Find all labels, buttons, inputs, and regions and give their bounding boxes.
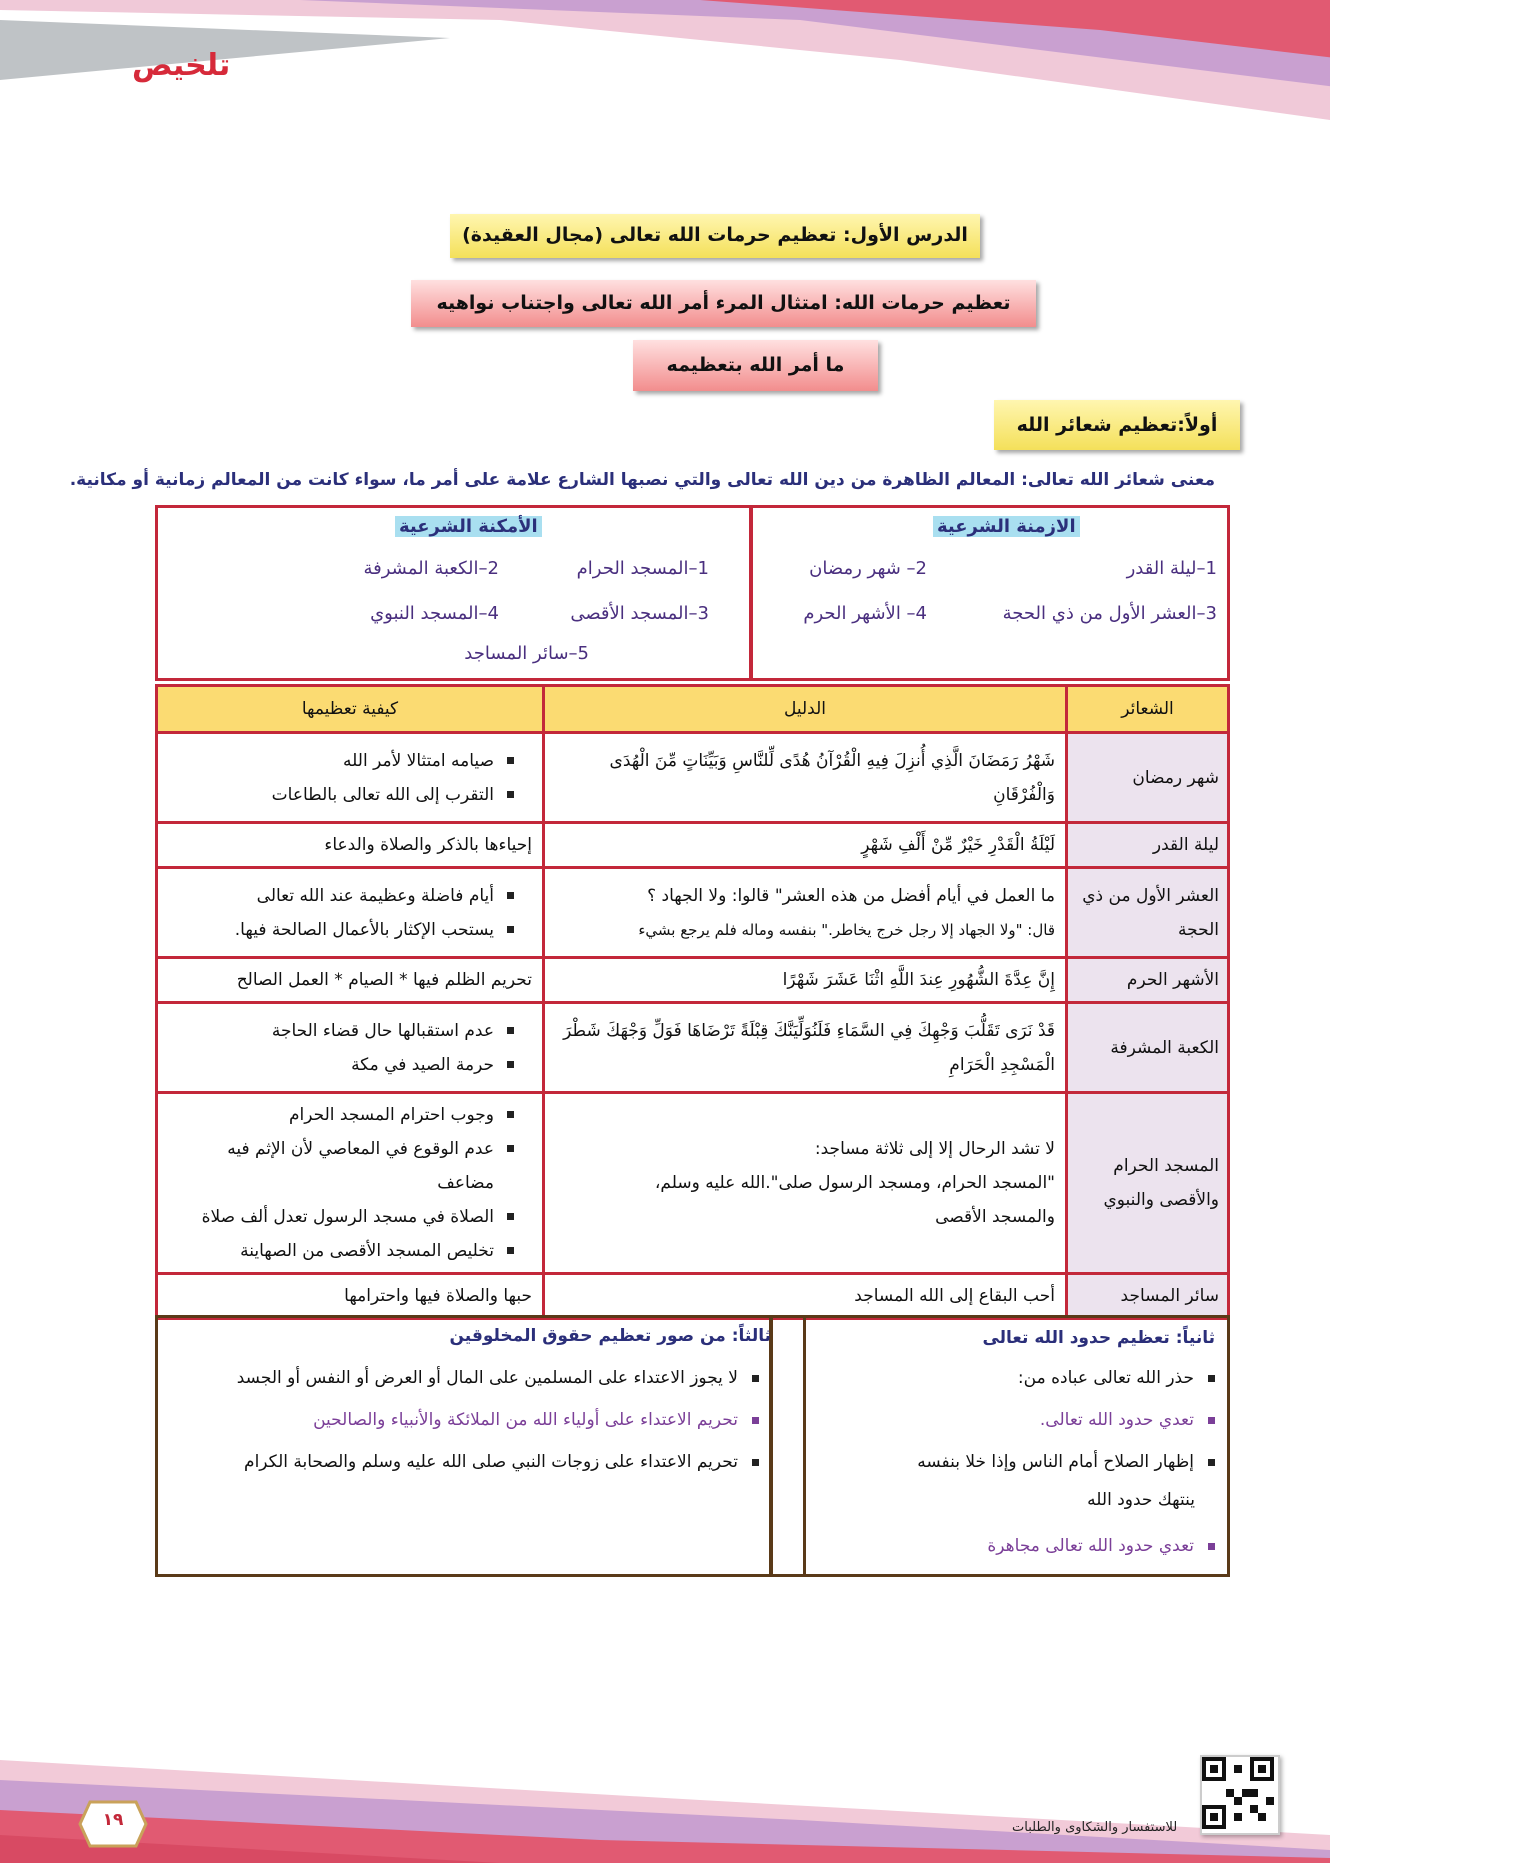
evidence-cell: لَيْلَةُ الْقَدْرِ خَيْرٌ مِّنْ أَلْفِ شَهْرٍ (544, 823, 1067, 868)
meaning-text: معنى شعائر الله تعالى: المعالم الظاهرة من دين الله تعالى والتي نصبها الشارع علامة على أمر ما، سواء كانت من المعالم زمانية أو مكانية. (69, 470, 1215, 490)
list-item: حذر الله تعالى عباده من: (1018, 1368, 1215, 1388)
column-header: الشعائر (1067, 686, 1229, 733)
list-item: عدم استقبالها حال قضاء الحاجة (168, 1014, 518, 1048)
table-row (157, 1003, 1229, 1093)
list-item: إظهار الصلاح أمام الناس وإذا خلا بنفسه (917, 1452, 1215, 1472)
list-item: تحريم الاعتداء على زوجات النبي صلى الله عليه وسلم والصحابة الكرام (244, 1452, 759, 1472)
evidence-line: قال: "ولا الجهاد إلا رجل خرج يخاطر." بنفسه وماله فلم يرجع بشيء (638, 920, 1055, 939)
column-header: كيفية تعظيمها (157, 686, 544, 733)
how-cell (157, 1003, 544, 1093)
third-section-box (155, 1315, 772, 1577)
evidence-line: والمسجد الأقصى (935, 1207, 1055, 1227)
list-item: عدم الوقوع في المعاصي لأن الإثم فيه مضاعف (168, 1132, 518, 1200)
table-row (157, 958, 1229, 1003)
how-cell: حبها والصلاة فيها واحترامها (157, 1274, 544, 1319)
list-item: تحريم الاعتداء على أولياء الله من الملائكة والأنبياء والصالحين (313, 1410, 759, 1430)
rite-cell: سائر المساجد (1067, 1274, 1229, 1319)
table-row (157, 1093, 1229, 1274)
list-item: 3–العشر الأول من ذي الحجة (1002, 603, 1217, 624)
list-item: تعدي حدود الله تعالى. (1040, 1410, 1215, 1430)
table-row (157, 733, 1229, 823)
qr-code-icon[interactable] (1200, 1755, 1280, 1835)
list-item: صيامه امتثالا لأمر الله (168, 744, 518, 778)
how-cell: تحريم الظلم فيها * الصيام * العمل الصالح (157, 958, 544, 1003)
how-cell (157, 733, 544, 823)
list-item: التقرب إلى الله تعالى بالطاعات (168, 778, 518, 812)
list-item: 2–الكعبة المشرفة (363, 558, 499, 579)
list-item: لا يجوز الاعتداء على المسلمين على المال أو العرض أو النفس أو الجسد (237, 1368, 759, 1388)
list-item: أيام فاضلة وعظيمة عند الله تعالى (168, 879, 518, 913)
list-item: 5–سائر المساجد (464, 643, 589, 664)
evidence-cell: قَدْ نَرَى تَقَلُّبَ وَجْهِكَ فِي السَّمَاءِ فَلَنُوَلِّيَنَّكَ قِبْلَةً تَرْضَاهَا فَوَلِّ وَجْهَكَ شَطْرَ الْمَسْجِدِ الْحَرَامِ (544, 1003, 1067, 1093)
evidence-cell: إِنَّ عِدَّةَ الشُّهُورِ عِندَ اللَّهِ اثْنَا عَشَرَ شَهْرًا (544, 958, 1067, 1003)
list-item: يستحب الإكثار بالأعمال الصالحة فيها. (168, 913, 518, 947)
list-item: وجوب احترام المسجد الحرام (168, 1098, 518, 1132)
list-item: 2– شهر رمضان (809, 558, 927, 579)
how-cell (157, 868, 544, 958)
rite-cell: الكعبة المشرفة (1067, 1003, 1229, 1093)
table-row (157, 823, 1229, 868)
rite-cell: ليلة القدر (1067, 823, 1229, 868)
list-item: 4– الأشهر الحرم (803, 603, 927, 624)
page-header-title: تلخيص (132, 48, 231, 83)
list-item: حرمة الصيد في مكة (168, 1048, 518, 1082)
definition-banner: تعظيم حرمات الله: امتثال المرء أمر الله تعالى واجتناب نواهيه (411, 280, 1036, 327)
rite-cell: المسجد الحرام والأقصى والنبوي (1067, 1093, 1229, 1274)
divider-column (770, 1315, 806, 1577)
list-item: 4–المسجد النبوي (370, 603, 499, 624)
list-item: 3–المسجد الأقصى (570, 603, 709, 624)
evidence-cell (544, 868, 1067, 958)
how-cell: إحياءها بالذكر والصلاة والدعاء (157, 823, 544, 868)
footer-decoration (0, 1740, 1521, 1863)
evidence-cell: شَهْرُ رَمَضَانَ الَّذِي أُنزِلَ فِيهِ الْقُرْآنُ هُدًى لِّلنَّاسِ وَبَيِّنَاتٍ مِّنَ الْهُدَى وَالْفُرْقَانِ (544, 733, 1067, 823)
commanded-banner: ما أمر الله بتعظيمه (633, 340, 878, 391)
how-cell (157, 1093, 544, 1274)
table-row (157, 1274, 1229, 1319)
evidence-cell: أحب البقاع إلى الله المساجد (544, 1274, 1067, 1319)
evidence-line: ما العمل في أيام أفضل من هذه العشر" قالوا: ولا الجهاد ؟ (647, 885, 1055, 906)
list-item-continuation: ينتهك حدود الله (1087, 1490, 1195, 1510)
second-section-heading: ثانياً: تعظيم حدود الله تعالى (982, 1328, 1215, 1348)
page-number: ١٩ (102, 1810, 124, 1830)
evidence-line: لا تشد الرحال إلا إلى ثلاثة مساجد: (814, 1139, 1055, 1159)
rite-cell: الأشهر الحرم (1067, 958, 1229, 1003)
first-section-banner: أولاً:تعظيم شعائر الله (994, 400, 1240, 450)
list-item: تعدي حدود الله تعالى مجاهرة (987, 1536, 1215, 1556)
evidence-line: "المسجد الحرام، ومسجد الرسول صلى".الله عليه وسلم، (654, 1173, 1055, 1193)
lesson-title-banner: الدرس الأول: تعظيم حرمات الله تعالى (مجال العقيدة) (450, 214, 980, 258)
legal-times-heading: الازمنة الشرعية (933, 516, 1080, 537)
legal-places-heading: الأمكنة الشرعية (395, 516, 542, 537)
list-item: الصلاة في مسجد الرسول تعدل ألف صلاة (168, 1200, 518, 1234)
list-item: 1–المسجد الحرام (576, 558, 709, 579)
list-item: 1–ليلة القدر (1126, 558, 1217, 579)
legal-places-box (155, 505, 752, 681)
footer-contact-text: للاستفسار والشكاوى والطلبات (1012, 1820, 1178, 1835)
rite-cell: شهر رمضان (1067, 733, 1229, 823)
rite-cell: العشر الأول من ذي الحجة (1067, 868, 1229, 958)
table-header-row (157, 686, 1229, 733)
legal-times-box (750, 505, 1230, 681)
rites-table (155, 684, 1230, 1320)
third-section-heading: ثالثاً: من صور تعظيم حقوق المخلوقين (449, 1326, 771, 1346)
table-row (157, 868, 1229, 958)
evidence-cell (544, 1093, 1067, 1274)
column-header: الدليل (544, 686, 1067, 733)
list-item: تخليص المسجد الأقصى من الصهاينة (168, 1234, 518, 1268)
